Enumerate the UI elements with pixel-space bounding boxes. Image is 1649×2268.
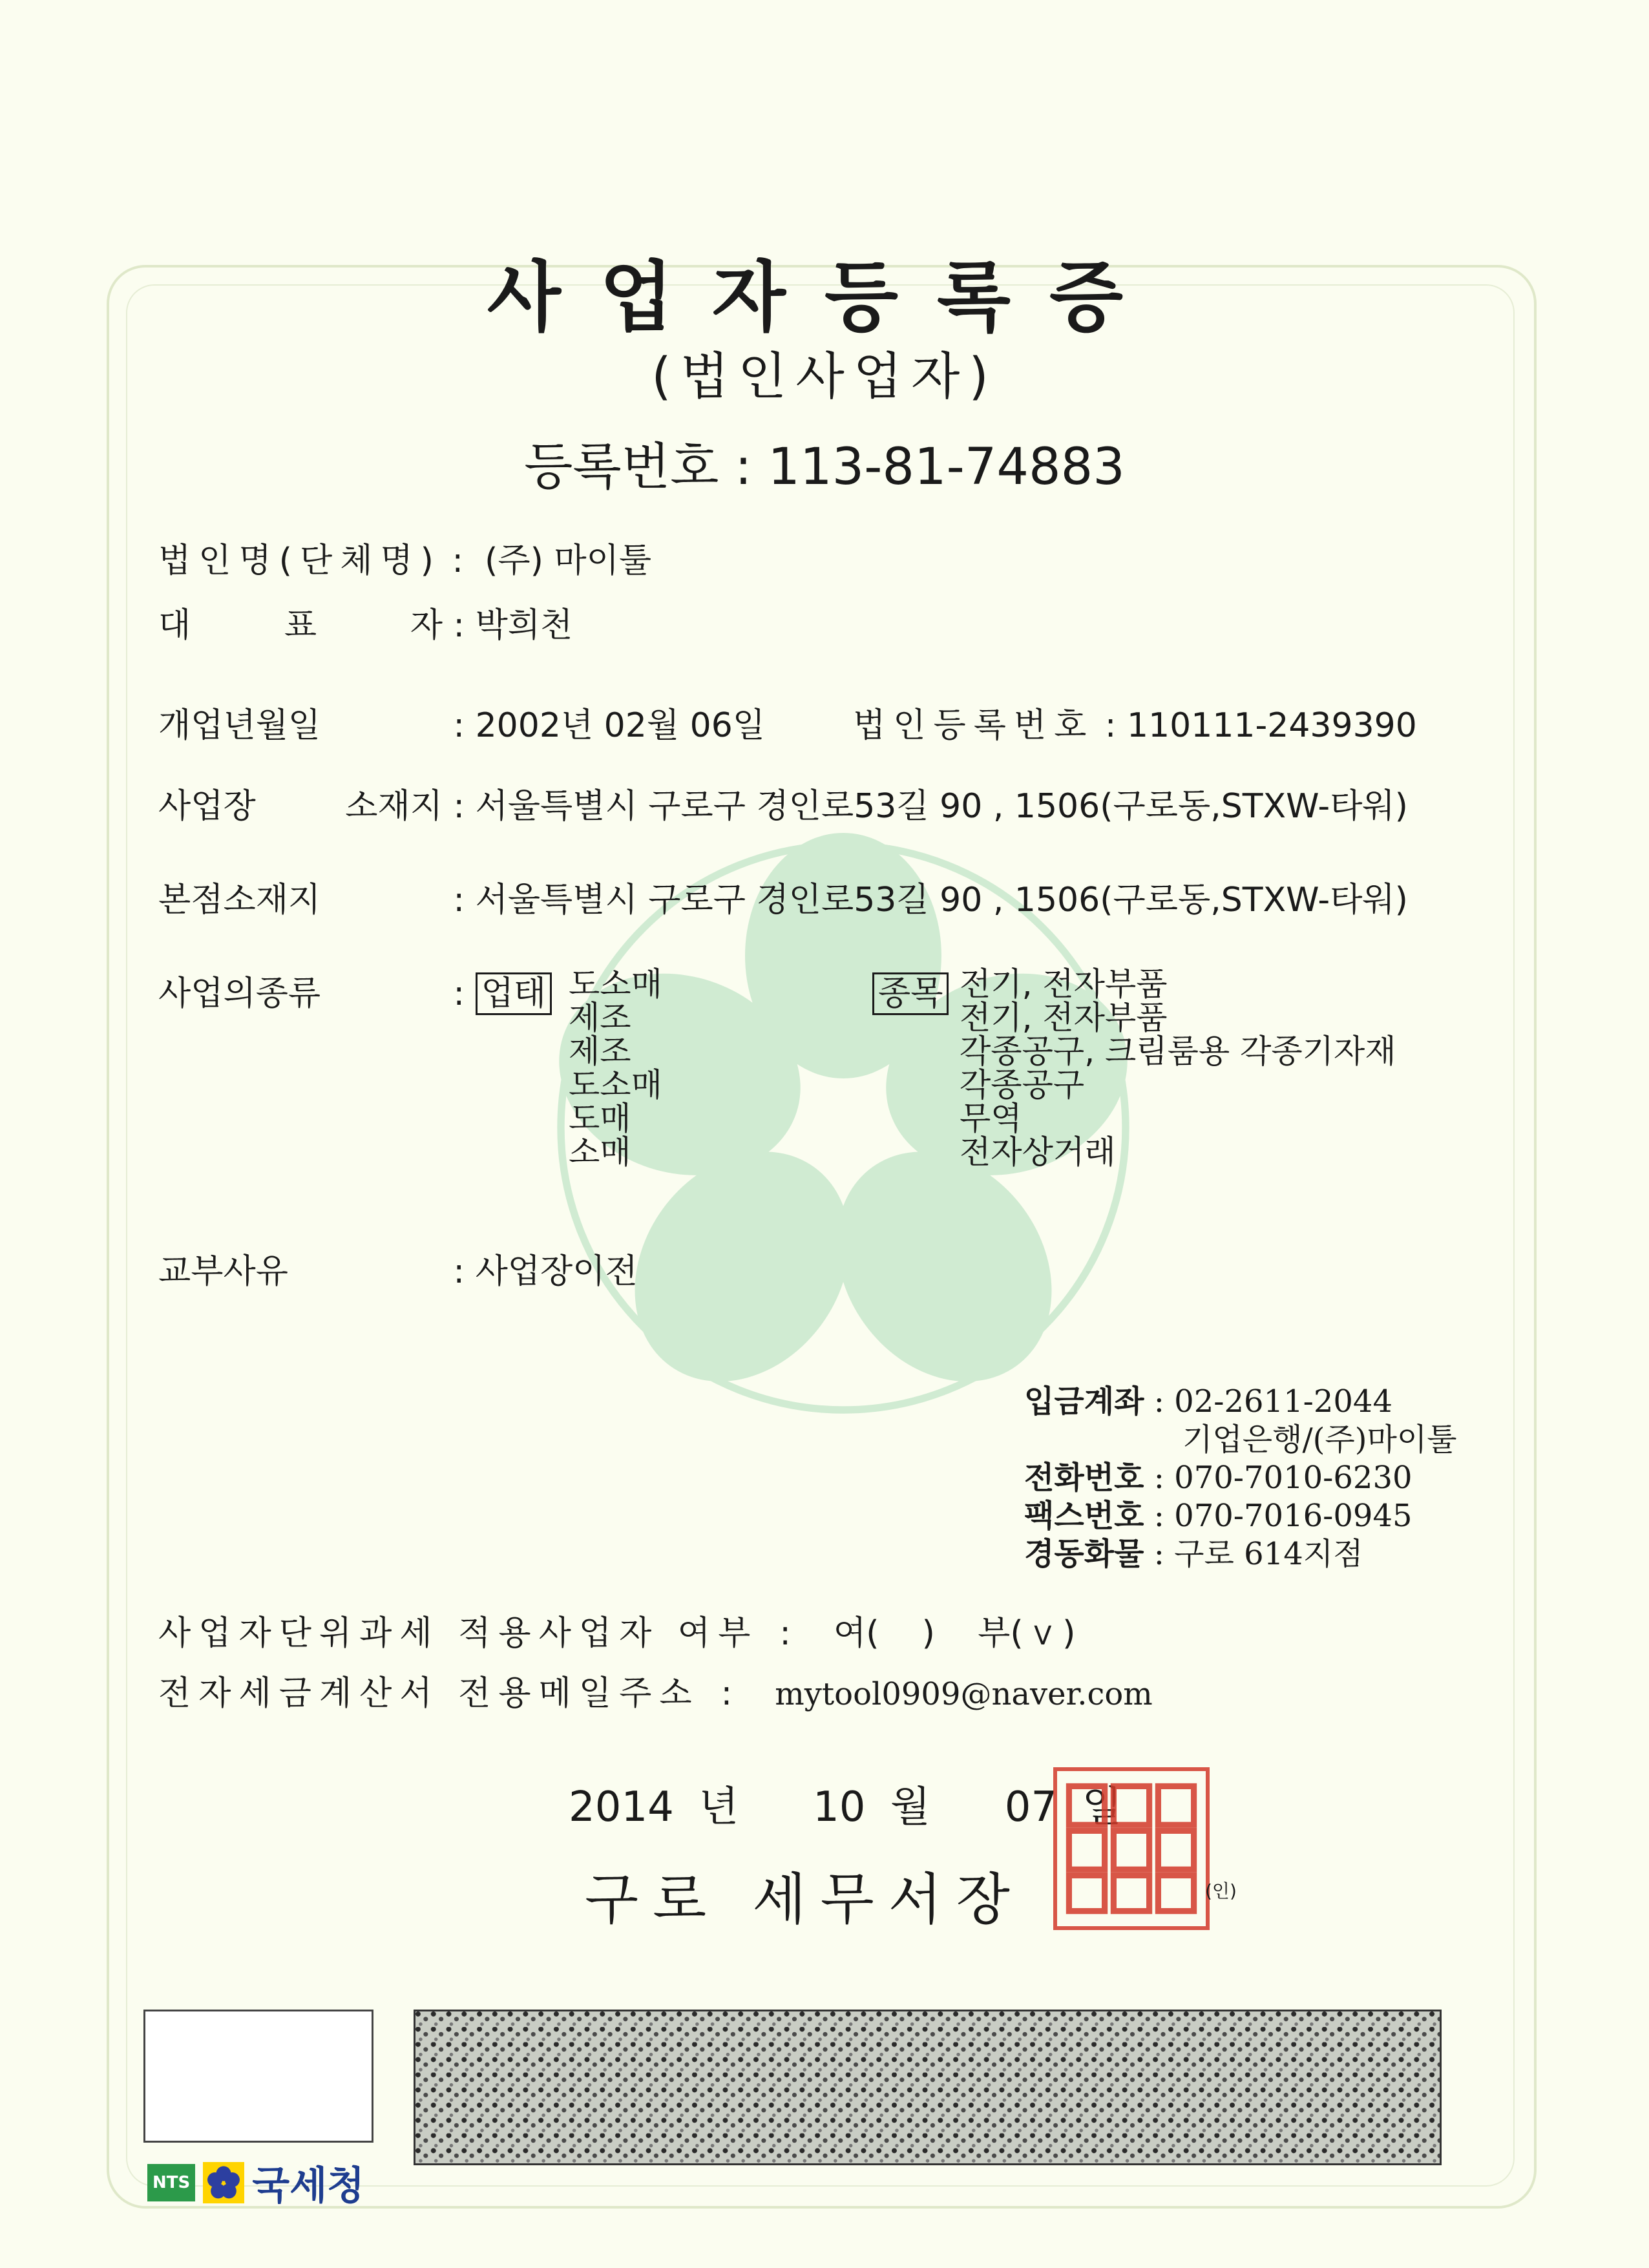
item-entry: 각종공구, 크림룸용 각종기자재 <box>960 1033 1396 1070</box>
document-title: 사업자등록증 <box>487 253 1162 342</box>
open-date-label: 개업년월일 <box>158 706 321 745</box>
category-item: 제조 <box>569 999 631 1036</box>
head-office-row: 본점소재지 : 서울특별시 구로구 경인로53길 90 , 1506(구로동,STXW-타워) <box>158 872 1408 921</box>
issue-reason-row: 교부사유 : 사업장이전 <box>158 1244 638 1292</box>
business-type-label: 사업의종류 <box>158 974 321 1013</box>
corp-reg-no-row: 법인등록번호 : 110111-2439390 <box>853 706 1417 745</box>
item-label-row <box>872 966 949 1014</box>
head-office-value: 서울특별시 구로구 경인로53길 90 , 1506(구로동,STXW-타워) <box>475 881 1408 919</box>
corp-name-row: 법인명(단체명) : (주) 마이툴 <box>158 541 652 580</box>
bank-value: 기업은행/(주)마이툴 <box>1182 1422 1457 1458</box>
unit-tax-label: 사업자단위과세 적용사업자 여부 <box>158 1614 759 1653</box>
account-label: 입금계좌 <box>1024 1383 1144 1420</box>
business-type-row: 사업의종류 : 업태 <box>158 966 552 1014</box>
item-label: 종목 <box>872 972 949 1015</box>
issue-year-unit: 년 <box>698 1783 739 1831</box>
item-entry: 무역 <box>960 1100 1022 1137</box>
corp-name-value: (주) 마이툴 <box>485 541 652 580</box>
phone-label: 전화번호 <box>1024 1460 1144 1496</box>
email-row: 전자세금계산서 전용메일주소 : mytool0909@naver.com <box>158 1674 1153 1713</box>
corp-reg-no-label: 법인등록번호 <box>853 706 1095 745</box>
nts-flower-icon <box>203 2162 244 2203</box>
corp-name-label: 법인명(단체명) <box>158 541 441 580</box>
issue-day-unit: 일 <box>1082 1783 1122 1831</box>
open-date-row: 개업년월일 : 2002년 02월 06일 <box>158 698 765 746</box>
business-address-value: 서울특별시 구로구 경인로53길 90 , 1506(구로동,STXW-타워) <box>475 787 1408 826</box>
representative-label: 대 표 자 <box>158 606 443 645</box>
item-list <box>960 967 1396 1169</box>
registration-number: 등록번호 : 113-81-74883 <box>524 438 1125 496</box>
phone-value: 070-7010-6230 <box>1174 1460 1413 1496</box>
item-entry: 전자상거래 <box>960 1133 1116 1171</box>
issuer-name: 구로 세무서장 <box>585 1867 1024 1932</box>
item-entry: 각종공구 <box>960 1066 1085 1104</box>
contact-block: 입금계좌 : 02-2611-2044 기업은행/(주)마이툴 전화번호 : 070-7010-6230 팩스번호 : 070-7016-0945 경동화물 : 구로 614지점 <box>1024 1383 1457 1572</box>
category-list <box>569 967 662 1169</box>
security-noise-pattern <box>414 2010 1442 2165</box>
issue-reason-value: 사업장이전 <box>475 1252 638 1291</box>
category-item: 도소매 <box>569 965 662 1003</box>
representative-value: 박희천 <box>475 606 573 645</box>
category-item: 도매 <box>569 1100 631 1137</box>
business-address-row: 사업장 소재지 : 서울특별시 구로구 경인로53길 90 , 1506(구로동,STXW-타워) <box>158 779 1408 827</box>
issue-month-unit: 월 <box>890 1783 930 1831</box>
nts-name: 국세청 <box>252 2163 365 2209</box>
representative-row: 대 표 자 : 박희천 <box>158 598 572 646</box>
item-entry: 전기, 전자부품 <box>960 999 1168 1036</box>
unit-tax-no: 부( <box>978 1614 1024 1653</box>
registration-number-value: 113-81-74883 <box>768 438 1125 496</box>
item-entry: 전기, 전자부품 <box>960 965 1168 1003</box>
category-item: 도소매 <box>569 1066 662 1104</box>
issue-year: 2014 <box>569 1783 674 1831</box>
document-code-box <box>143 2010 373 2143</box>
open-date-value: 2002년 02월 06일 <box>475 706 766 745</box>
issue-date <box>569 1774 1122 1833</box>
nts-logo <box>147 2155 364 2210</box>
freight-label: 경동화물 <box>1024 1536 1144 1572</box>
official-seal-stamp-icon <box>1053 1767 1210 1930</box>
corp-reg-no-value: 110111-2439390 <box>1126 706 1417 745</box>
category-item: 소매 <box>569 1133 631 1171</box>
nts-badge: NTS <box>147 2164 195 2201</box>
email-label: 전자세금계산서 전용메일주소 <box>158 1674 700 1713</box>
issue-month: 10 <box>813 1783 866 1831</box>
unit-tax-yes: 여( <box>834 1614 879 1653</box>
fax-value: 070-7016-0945 <box>1174 1498 1413 1534</box>
unit-tax-row: 사업자단위과세 적용사업자 여부 : 여( ) 부( V ) <box>158 1614 1076 1653</box>
head-office-label: 본점소재지 <box>158 881 321 919</box>
registration-number-label: 등록번호 <box>524 438 719 496</box>
account-value: 02-2611-2044 <box>1174 1383 1392 1420</box>
unit-tax-yes-close: ) <box>921 1614 935 1653</box>
document-subtitle: (법인사업자) <box>651 348 998 406</box>
category-item: 제조 <box>569 1033 631 1070</box>
freight-value: 구로 614지점 <box>1174 1536 1363 1572</box>
seal-mark: (인) <box>1205 1880 1237 1902</box>
category-label: 업태 <box>476 972 552 1015</box>
email-value: mytool0909@naver.com <box>775 1676 1153 1712</box>
issue-reason-label: 교부사유 <box>158 1252 288 1291</box>
unit-tax-no-close: ) <box>1062 1614 1076 1653</box>
issue-day: 07 <box>1004 1783 1058 1831</box>
unit-tax-no-check: V <box>1034 1621 1052 1651</box>
business-address-label: 사업장 소재지 <box>158 787 443 826</box>
fax-label: 팩스번호 <box>1024 1498 1144 1534</box>
